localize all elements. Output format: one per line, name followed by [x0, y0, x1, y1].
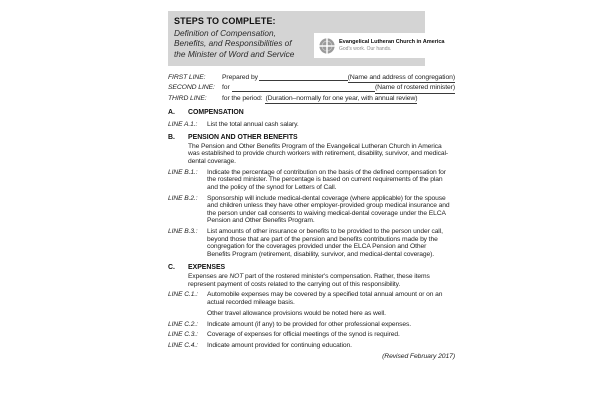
section-title: COMPENSATION: [188, 109, 244, 117]
doc-title: STEPS TO COMPLETE:: [174, 16, 276, 26]
line-item-paragraph: List amounts of other insurance or benefits to be provided to the person under call, beyond those that are part of the pension and benefits contributions made by the congregation for the coverages provided under the ELCA Pension and Other Benefits Program (retirement, disability, survivor, and medical-dental coverage).: [207, 228, 443, 258]
line-item-label: LINE C.2.:: [168, 320, 198, 328]
line-item: [168, 342, 455, 350]
section-header: [168, 134, 455, 142]
form-line-body: [222, 94, 455, 104]
doc-subtitle-line: the Minister of Word and Service: [174, 48, 295, 59]
line-item-label: LINE C.4.:: [168, 342, 198, 350]
line-item-label: LINE B.3.:: [168, 228, 198, 236]
text-run: part of the rostered minister's compensation. Rather, these items represent payment of costs related to the carrying out of this responsibility.: [188, 273, 430, 288]
form-lines: [168, 73, 455, 104]
form-line-prefix: for the period:: [222, 94, 263, 102]
section-letter: A.: [168, 109, 175, 117]
line-item-body: [207, 121, 451, 129]
sections: [168, 109, 455, 349]
line-item-paragraph: Indicate the percentage of contribution on the basis of the defined compensation for the rostered minister. The percentage is based on current requirements of the plan and the policy of the synod for Letters of Call.: [207, 168, 446, 191]
line-item: [168, 291, 455, 317]
line-item-body: [207, 228, 451, 258]
line-item-body: [207, 321, 451, 329]
line-item-label: LINE B.1.:: [168, 168, 198, 176]
section-title: EXPENSES: [188, 264, 226, 272]
section-title: PENSION AND OTHER BENEFITS: [188, 133, 298, 141]
line-item-paragraph: List the total annual cash salary.: [207, 120, 299, 128]
elca-tagline: God's work. Our hands.: [339, 46, 392, 53]
section: [168, 109, 455, 128]
form-line-body: [222, 83, 455, 93]
form-line-hint: (Duration–normally for one year, with annual review): [265, 94, 417, 104]
elca-emblem-icon: [319, 38, 335, 54]
section: [168, 264, 455, 350]
form-line-blank: [259, 80, 348, 81]
section-header: [168, 109, 455, 117]
form-line-body: [222, 73, 455, 83]
line-item-label: LINE C.3.:: [168, 331, 198, 339]
form-line-blank: [232, 91, 375, 92]
form-line: [168, 94, 455, 104]
document-page: [168, 11, 455, 360]
line-item-label: LINE C.1.:: [168, 291, 198, 299]
revision-note: (Revised February 2017): [382, 352, 455, 360]
elca-org-name: Evangelical Lutheran Church in America: [339, 38, 445, 45]
line-item-paragraph: Indicate amount provided for continuing education.: [207, 342, 352, 350]
line-item: [168, 321, 455, 329]
line-item-body: [207, 195, 451, 225]
line-item-paragraph: Indicate amount (if any) to be provided for other professional expenses.: [207, 320, 411, 328]
line-item-paragraph: Other travel allowance provisions would be noted here as well.: [207, 309, 386, 317]
form-line-label: THIRD LINE:: [168, 94, 207, 102]
text-run: Expenses are: [188, 273, 230, 281]
section-intro-paragraph: [188, 273, 450, 288]
elca-logo-box: [314, 33, 456, 58]
section-letter: B.: [168, 133, 175, 141]
line-item-body: [207, 342, 451, 350]
form-line: [168, 73, 455, 83]
form-line-hint: (Name of rostered minister): [375, 83, 455, 93]
text-run: NOT: [229, 273, 244, 281]
form-line-prefix: for: [222, 84, 232, 92]
form-line: [168, 83, 455, 93]
doc-subtitle-line: Definition of Compensation,: [174, 28, 276, 38]
line-item-label: LINE A.1.:: [168, 120, 198, 128]
section: [168, 134, 455, 259]
section-letter: C.: [168, 264, 175, 272]
form-line-prefix: Prepared by: [222, 74, 258, 81]
line-item-label: LINE B.2.:: [168, 194, 198, 202]
line-item: [168, 121, 455, 129]
form-line-hint: (Name and address of congregation): [348, 73, 455, 83]
line-item-paragraph: Coverage of expenses for official meetings of the synod is required.: [207, 331, 400, 339]
doc-subtitle: [174, 28, 324, 59]
line-item: [168, 169, 455, 192]
line-item-body: [207, 169, 451, 192]
line-item-paragraph: Automobile expenses may be covered by a specified total annual amount or on an actual recorded mileage basis.: [207, 291, 443, 307]
line-item-body: [207, 291, 451, 317]
line-item-paragraph: Sponsorship will include medical-dental coverage (where applicable) for the spouse and children unless they have other employer-provided group medical insurance and the person under call consents to waiving medical-dental coverage under the ELCA Pension and Other Benefits Program.: [207, 194, 450, 225]
form-line-label: FIRST LINE:: [168, 74, 206, 81]
line-item: [168, 331, 455, 339]
elca-logo-text: [339, 39, 444, 53]
section-header: [168, 264, 455, 272]
form-line-label: SECOND LINE:: [168, 84, 215, 92]
line-item-body: [207, 331, 451, 339]
section-intro-paragraph: The Pension and Other Benefits Program of the Evangelical Lutheran Church in America was established to provide church workers with retirement, disability, survivor, and medical-dental coverage.: [188, 142, 449, 165]
line-item: [168, 228, 455, 258]
line-item: [168, 195, 455, 225]
doc-subtitle-line: Benefits, and Responsibilities of: [174, 38, 292, 49]
